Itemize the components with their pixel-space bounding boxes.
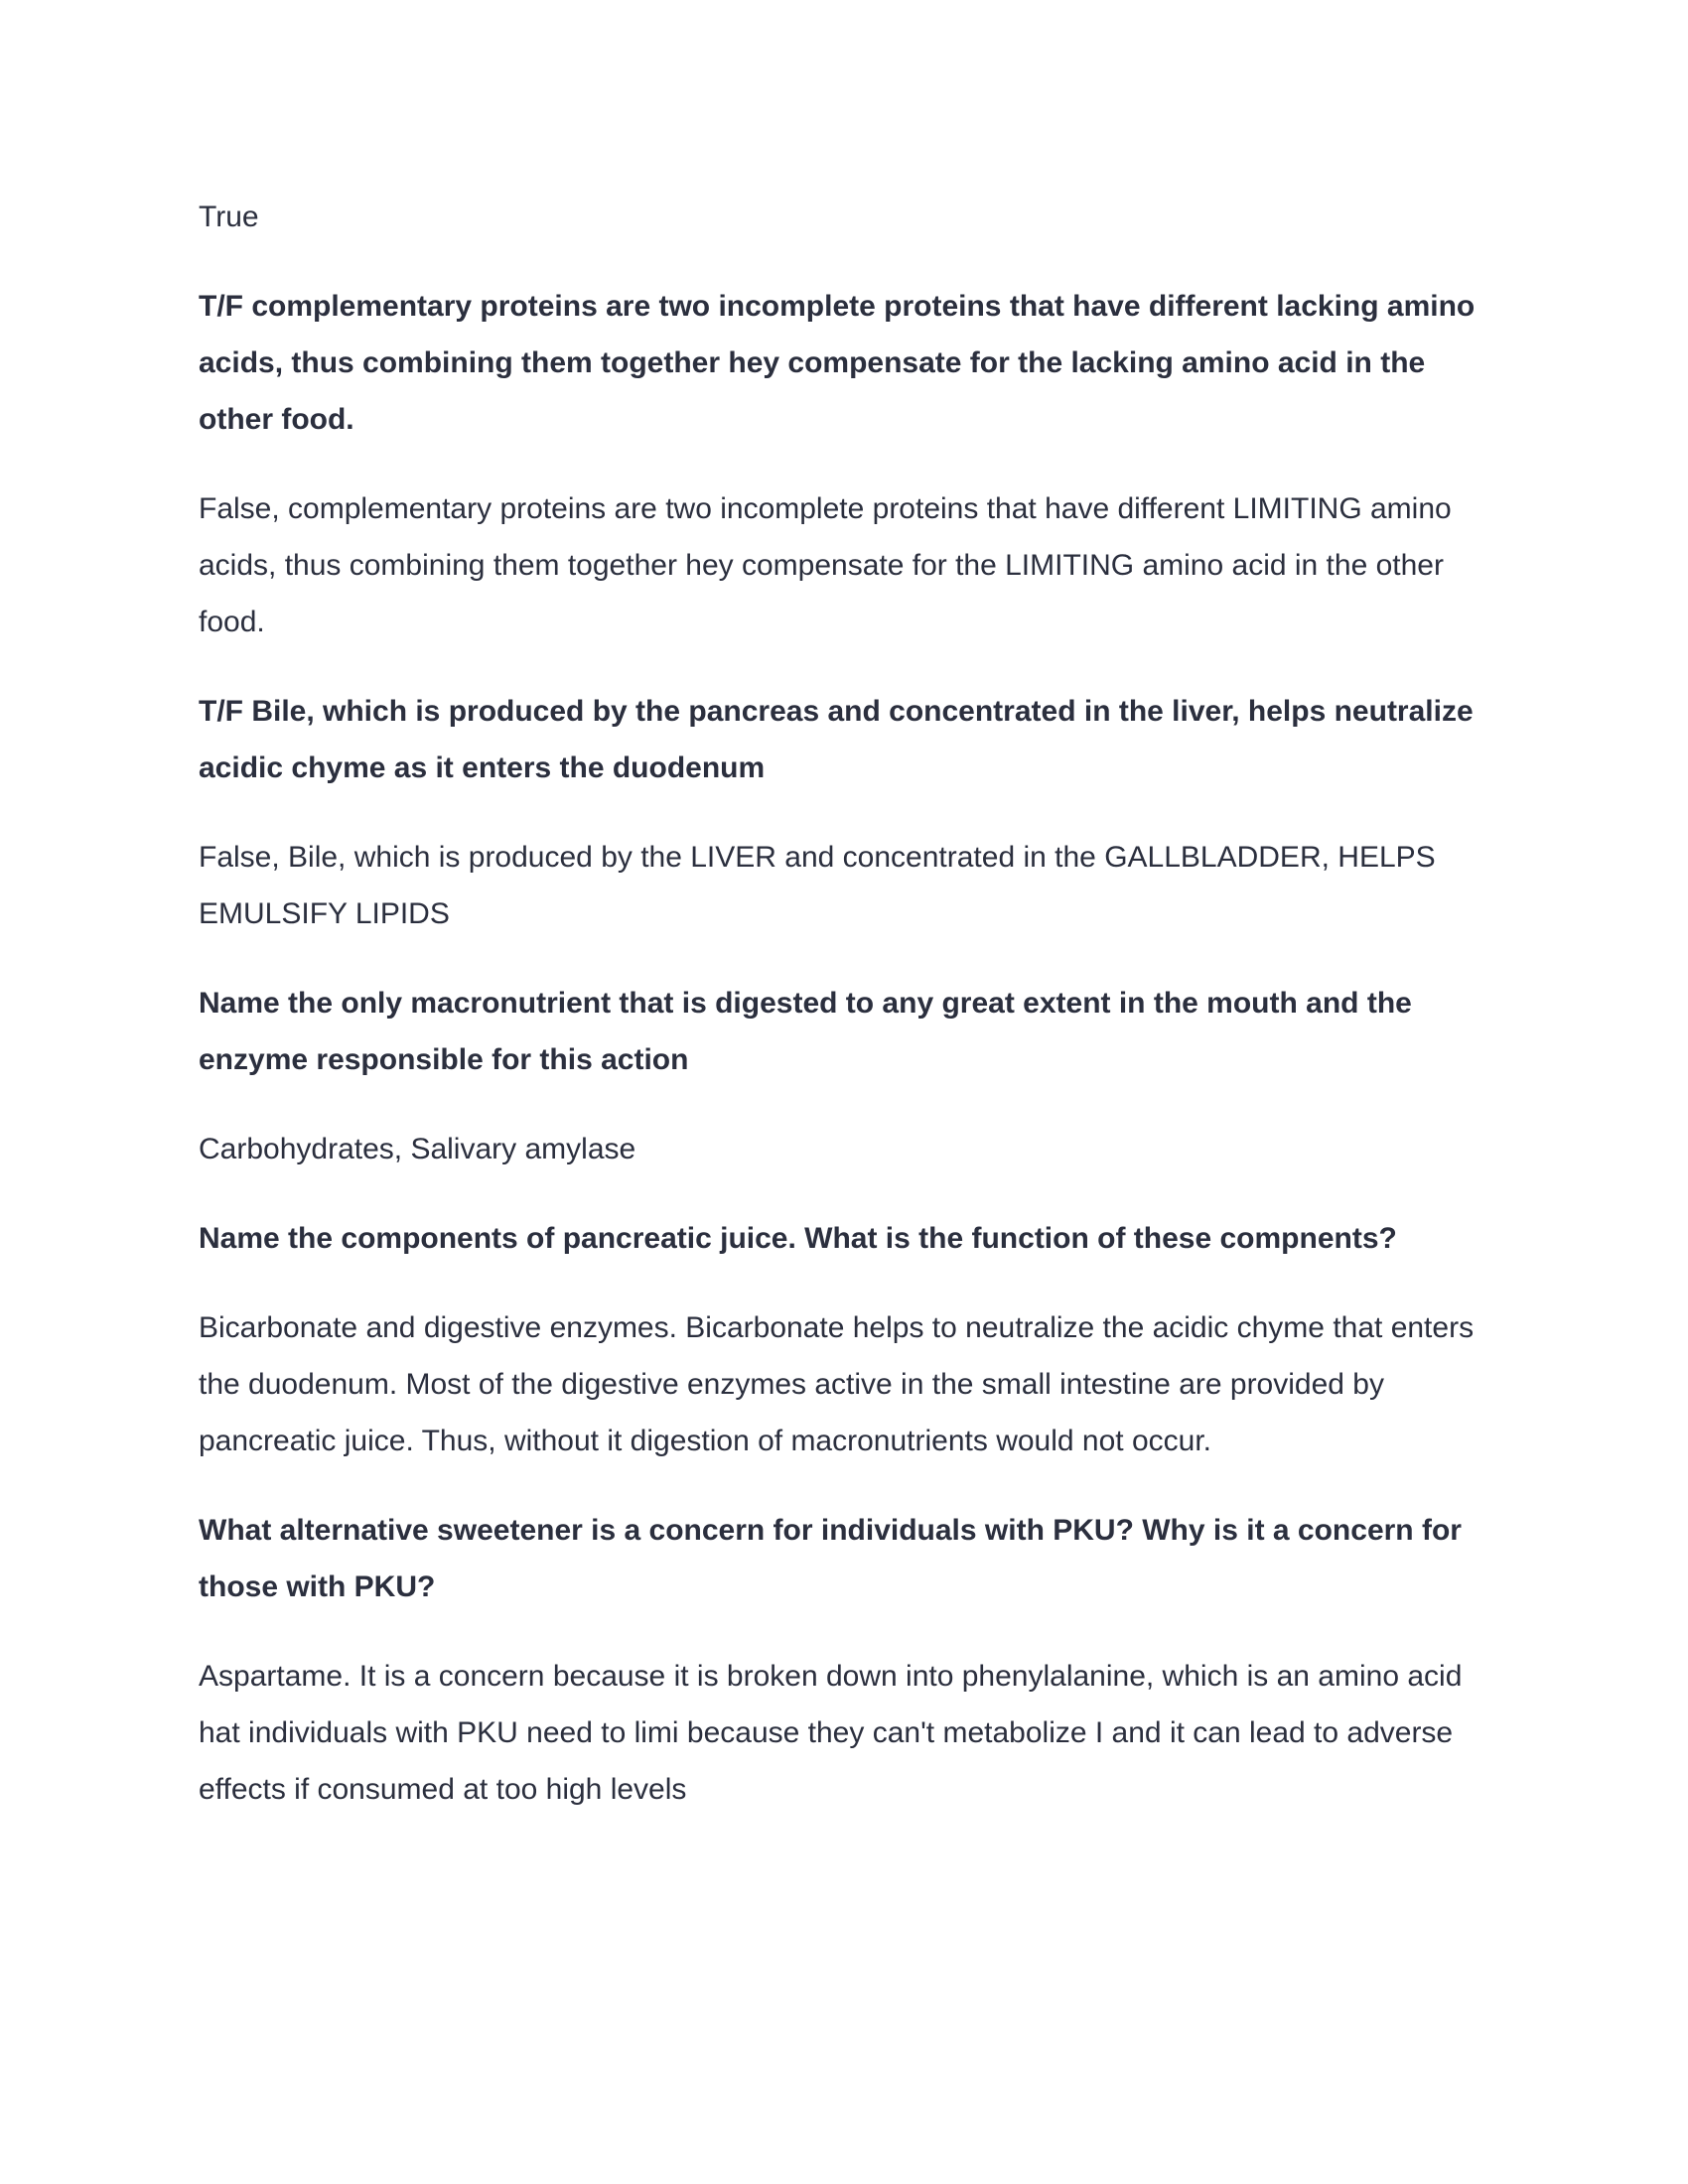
answer-true: True [199,201,259,233]
answer-pancreatic-juice: Bicarbonate and digestive enzymes. Bicarbonate helps to neutralize the acidic chyme that enters the duodenum. Most of the digestive enzymes active in the small intestine are provided by pancreatic juice. Thus, without it digestion of macronutrients would not occur. [199,1311,1475,1457]
question-pku-sweetener: What alternative sweetener is a concern for individuals with PKU? Why is it a concern for those with PKU? [199,1514,1462,1603]
question-bile: T/F Bile, which is produced by the pancreas and concentrated in the liver, helps neutralize acidic chyme as it enters the duodenum [199,695,1474,784]
answer-pku-sweetener: Aspartame. It is a concern because it is broken down into phenylalanine, which is an amino acid hat individuals with PKU need to limi because they can't metabolize I and it can lead to adverse effects if consumed at too high levels [199,1660,1463,1806]
question-pancreatic-juice: Name the components of pancreatic juice. What is the function of these compnents? [199,1222,1397,1255]
answer-mouth-digestion: Carbohydrates, Salivary amylase [199,1133,636,1165]
document-page [199,189,1489,1850]
question-mouth-digestion: Name the only macronutrient that is digested to any great extent in the mouth and the enzyme responsible for this action [199,987,1412,1076]
answer-complementary-proteins: False, complementary proteins are two incomplete proteins that have different LIMITING amino acids, thus combining them together hey compensate for the LIMITING amino acid in the other food. [199,492,1452,638]
answer-bile: False, Bile, which is produced by the LIVER and concentrated in the GALLBLADDER, HELPS EMULSIFY LIPIDS [199,841,1436,930]
question-complementary-proteins: T/F complementary proteins are two incomplete proteins that have different lacking amino acids, thus combining them together hey compensate for the lacking amino acid in the other food. [199,290,1476,436]
